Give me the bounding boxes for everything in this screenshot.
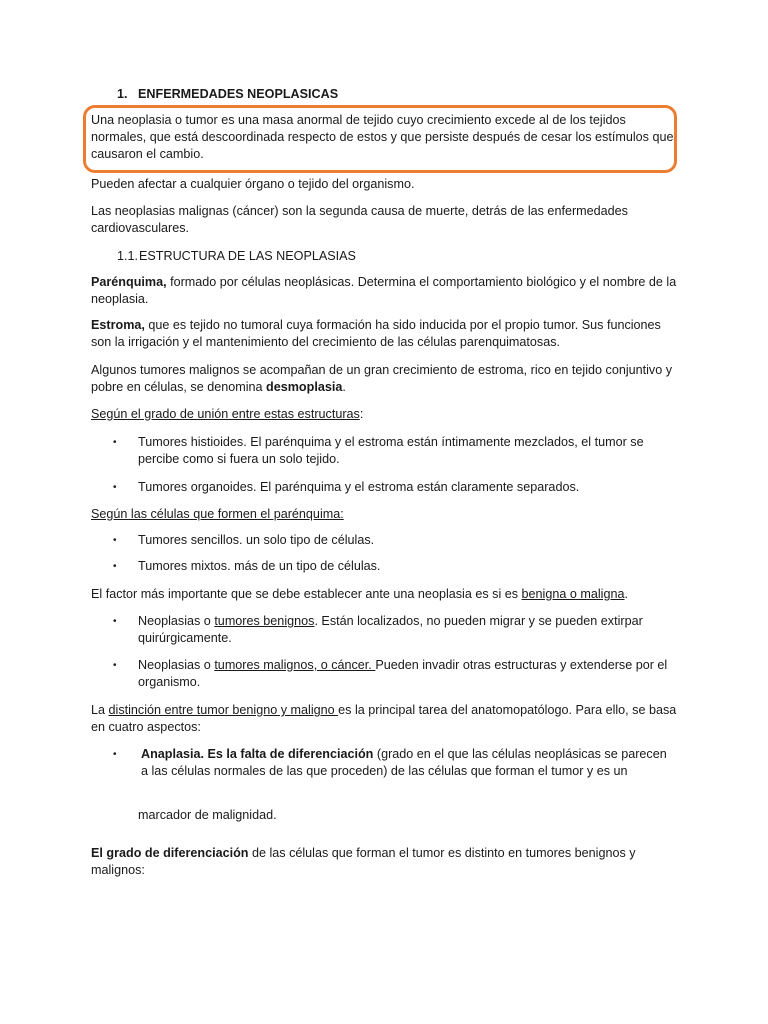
benign-rest: . Están localizados, no pueden migrar y se pueden extirpar quirúrgicamente.: [138, 614, 643, 645]
heading-enfermedades: [117, 86, 707, 103]
paragraph-malignant: Las neoplasias malignas (cáncer) son la segunda causa de muerte, detrás de las enfermedades cardiovasculares.: [91, 204, 628, 235]
bullet-icon: •: [113, 437, 117, 448]
bullet-icon: •: [113, 749, 117, 760]
paragraph-grado: [91, 845, 681, 879]
cells-heading: Según las células que formen el parénquima:: [91, 507, 344, 521]
benign-prefix: Neoplasias o: [138, 614, 215, 628]
term-parenquima: Parénquima,: [91, 275, 167, 289]
marker-line: marcador de malignidad.: [138, 808, 277, 822]
union-heading-text: Según el grado de unión entre estas estructuras: [91, 407, 360, 421]
heading-number: 1.: [117, 87, 128, 101]
bullet-icon: •: [113, 616, 117, 627]
bullet-icon: •: [113, 660, 117, 671]
paragraph-factor: [91, 586, 681, 603]
paragraph-desmoplasia: [91, 362, 681, 396]
list-item-text: Tumores histioides. El parénquima y el estroma están íntimamente mezclados, el tumor se percibe como si fuera un solo tejido.: [138, 435, 644, 466]
factor-text: El factor más importante que se debe establecer ante una neoplasia es si es: [91, 587, 522, 601]
list-item-text: Tumores mixtos. más de un tipo de células.: [138, 559, 381, 573]
definition-paragraph: Una neoplasia o tumor es una masa anormal de tejido cuyo crecimiento excede al de los tejidos normales, que está descoordinada respecto de estos y que persiste después de cesar los estímulos que causaron el cambio.: [91, 113, 674, 161]
heading-text: ENFERMEDADES NEOPLASICAS: [138, 87, 339, 101]
distinction-prefix: La: [91, 703, 109, 717]
desmoplasia-end: .: [342, 380, 346, 394]
distinction-underlined: distinción entre tumor benigno y maligno: [108, 703, 339, 717]
bullet-icon: •: [113, 535, 117, 546]
list-item-text: [138, 657, 673, 691]
distinction-rest: es la principal tarea del anatomopatólogo. Para ello, se basa en cuatro aspectos:: [91, 703, 677, 734]
paragraph-parenquima: [91, 274, 681, 308]
parenquima-text: formado por células neoplásicas. Determina el comportamiento biológico y el nombre de la neoplasia.: [91, 275, 677, 306]
list-item-text: [141, 746, 676, 780]
malign-underlined: tumores malignos, o cáncer.: [214, 658, 376, 672]
paragraph-affect: Pueden afectar a cualquier órgano o tejido del organismo.: [91, 177, 415, 191]
anaplasia-rest: (grado en el que las células neoplásicas se parecen a las células normales de las que proceden) de las células que forman el tumor y es un: [141, 747, 667, 778]
subheading-text: ESTRUCTURA DE LAS NEOPLASIAS: [139, 249, 356, 263]
term-estroma: Estroma,: [91, 318, 145, 332]
list-item-text: Tumores sencillos. un solo tipo de células.: [138, 533, 375, 547]
heading-estructura: [117, 248, 707, 265]
union-heading-colon: :: [359, 407, 364, 421]
list-item-text: Tumores organoides. El parénquima y el estroma están claramente separados.: [138, 480, 580, 494]
list-item-text: [138, 613, 673, 647]
bullet-icon: •: [113, 561, 117, 572]
paragraph-estroma: [91, 317, 681, 351]
desmoplasia-text: Algunos tumores malignos se acompañan de un gran crecimiento de estroma, rico en tejido conjuntivo y pobre en células, se denomina: [91, 363, 673, 394]
paragraph-distinction: [91, 702, 681, 736]
malign-rest: Pueden invadir otras estructuras y extenderse por el organismo.: [138, 658, 668, 689]
estroma-text: que es tejido no tumoral cuya formación ha sido inducida por el propio tumor. Sus funciones son la irrigación y el mantenimiento del crecimiento de las células parenquimatosas.: [91, 318, 661, 349]
factor-end: .: [624, 587, 628, 601]
bullet-icon: •: [113, 482, 117, 493]
subheading-number: 1.1.: [117, 249, 139, 263]
term-grado: El grado de diferenciación: [91, 846, 249, 860]
grado-rest: de las células que forman el tumor es distinto en tumores benignos y malignos:: [91, 846, 636, 877]
union-heading: [91, 406, 681, 423]
term-anaplasia: Anaplasia. Es la falta de diferenciación: [141, 747, 374, 761]
malign-prefix: Neoplasias o: [138, 658, 215, 672]
benign-underlined: tumores benignos: [214, 614, 315, 628]
factor-underlined: benigna o maligna: [521, 587, 625, 601]
term-desmoplasia: desmoplasia: [266, 380, 343, 394]
